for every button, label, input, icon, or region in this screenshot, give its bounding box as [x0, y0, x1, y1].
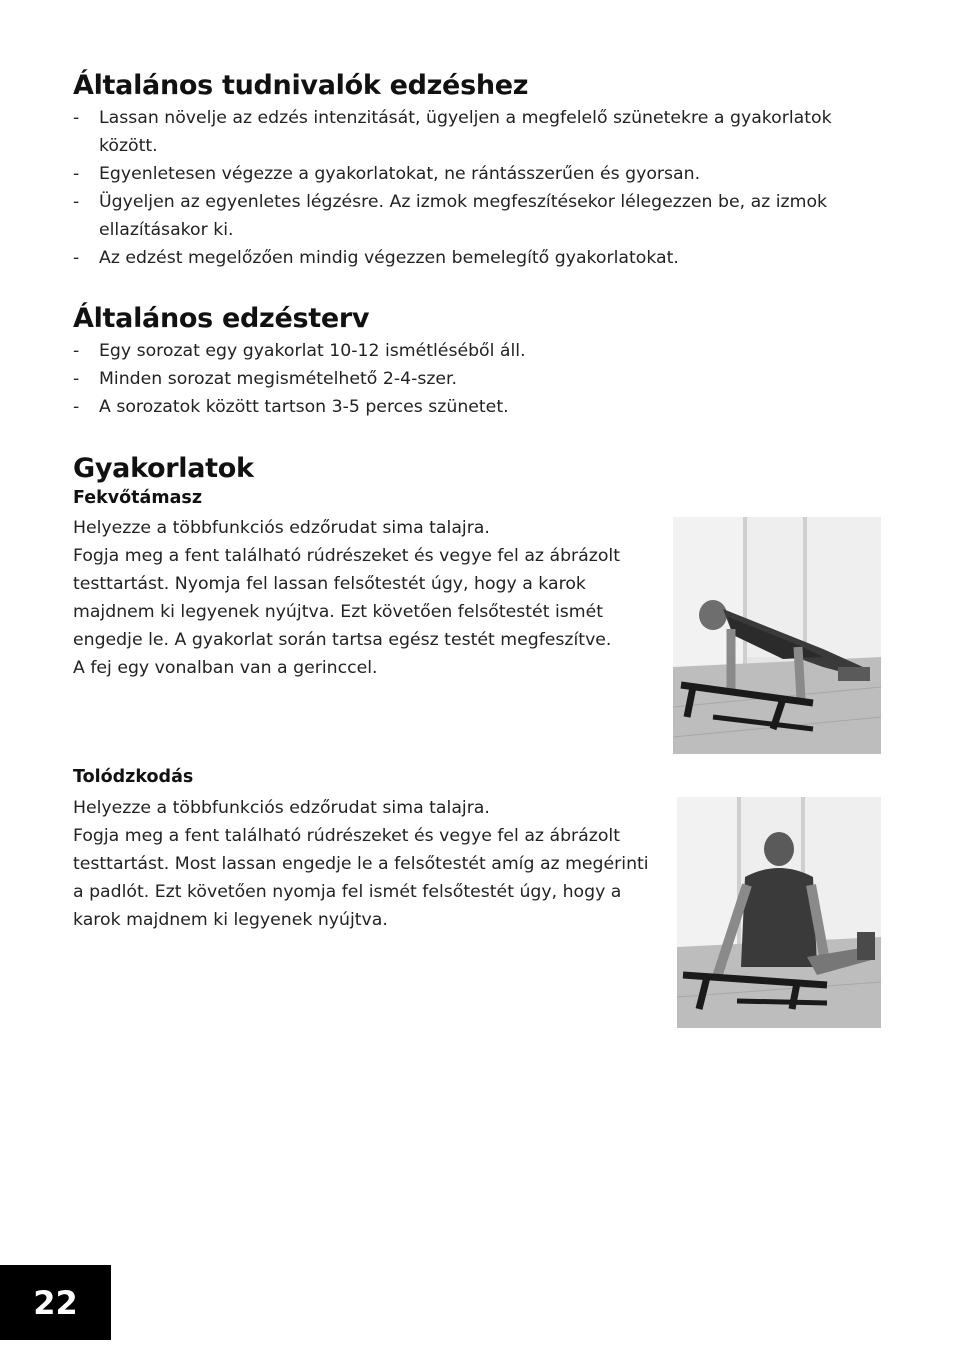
list-item: - A sorozatok között tartson 3-5 perces szünetet.: [73, 393, 873, 421]
text-line: Helyezze a többfunkciós edzőrudat sima talajra.: [73, 518, 490, 538]
dips-photo: [677, 797, 881, 1028]
list-item: - Ügyeljen az egyenletes légzésre. Az izmok megfeszítésekor lélegezzen be, az izmok ellazításakor ki.: [73, 188, 873, 244]
text-line: engedje le. A gyakorlat során tartsa egész testét megfeszítve.: [73, 630, 612, 650]
exercise-description-pushup: [73, 514, 620, 682]
pushup-photo: [673, 517, 881, 754]
list-item: - Az edzést megelőzően mindig végezzen bemelegítő gyakorlatokat.: [73, 244, 873, 272]
page-number: 22: [0, 1265, 111, 1340]
exercise-description-dips: [73, 794, 649, 934]
list-item: - Minden sorozat megismételhető 2-4-szer.: [73, 365, 873, 393]
text-line: testtartást. Most lassan engedje le a felsőtestét amíg az megérinti: [73, 854, 649, 874]
text-line: Fogja meg a fent található rúdrészeket és vegye fel az ábrázolt: [73, 826, 620, 846]
text-line: a padlót. Ezt követően nyomja fel ismét felsőtestét úgy, hogy a: [73, 882, 622, 902]
text-line: A fej egy vonalban van a gerinccel.: [73, 658, 378, 678]
exercise-title-pushup: Fekvőtámasz: [73, 488, 203, 508]
text-line: Helyezze a többfunkciós edzőrudat sima talajra.: [73, 798, 490, 818]
section-title-general-info: Általános tudnivalók edzéshez: [73, 70, 529, 101]
training-plan-list: [73, 337, 873, 421]
list-item: - Lassan növelje az edzés intenzitását, ügyeljen a megfelelő szünetekre a gyakorlatok között.: [73, 104, 873, 160]
list-item: - Egyenletesen végezze a gyakorlatokat, ne rántásszerűen és gyorsan.: [73, 160, 873, 188]
text-line: karok majdnem ki legyenek nyújtva.: [73, 910, 388, 930]
text-line: testtartást. Nyomja fel lassan felsőtestét úgy, hogy a karok: [73, 574, 586, 594]
general-info-list: [73, 104, 873, 272]
text-line: Fogja meg a fent található rúdrészeket és vegye fel az ábrázolt: [73, 546, 620, 566]
section-title-training-plan: Általános edzésterv: [73, 303, 370, 334]
list-item: - Egy sorozat egy gyakorlat 10-12 ismétléséből áll.: [73, 337, 873, 365]
exercise-title-dips: Tolódzkodás: [73, 767, 194, 787]
section-title-exercises: Gyakorlatok: [73, 453, 254, 484]
text-line: majdnem ki legyenek nyújtva. Ezt követően felsőtestét ismét: [73, 602, 604, 622]
